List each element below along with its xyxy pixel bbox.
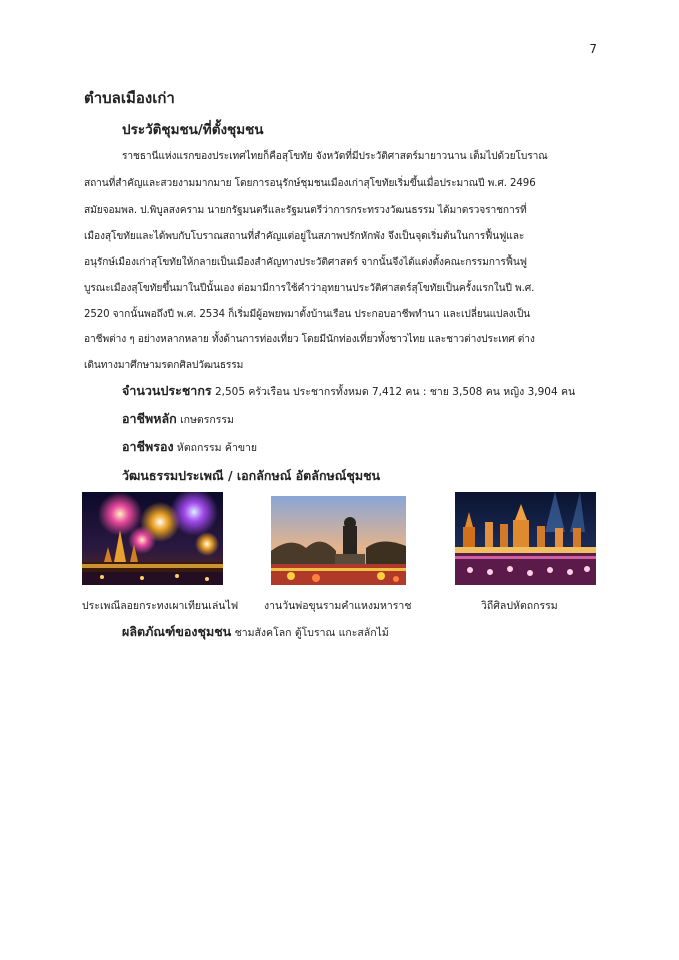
products-row [122,622,389,642]
caption-craft: วิถีศิลปหัตถกรรม [481,600,558,612]
history-line: สมัยจอมพล. ป.พิบูลสงคราม นายกรัฐมนตรีและรัฐมนตรีว่าการกระทรวงวัฒนธรรม ได้มาตรวจราชการที่ [84,205,527,216]
products-label: ผลิตภัณฑ์ของชุมชน [122,624,232,639]
history-title: ประวัติชุมชน/ที่ตั้งชุมชน [122,122,264,138]
main-occupation-row [122,409,234,429]
history-line: บูรณะเมืองสุโขทัยขึ้นมาในปีนั้นเอง ต่อมามีการใช้คำว่าอุทยานประวัติศาสตร์สุโขทัยเป็นครั้งแรกในปี พ.ศ. [84,283,535,294]
secondary-occupation-row [122,437,257,457]
secondary-occupation-label: อาชีพรอง [122,439,174,454]
history-line: อาชีพต่าง ๆ อย่างหลากหลาย ทั้งด้านการท่องเที่ยว โดยมีนักท่องเที่ยวทั้งชาวไทย และชาวต่างประเทศ ต่าง [84,334,535,345]
secondary-occupation-value: หัตถกรรม ค้าขาย [176,442,258,454]
caption-king-ramkhamhaeng: งานวันพ่อขุนรามคำแหงมหาราช [264,600,412,612]
craft-show-photo [455,492,596,585]
population-value: 2,505 ครัวเรือน ประชากรทั้งหมด 7,412 คน : ชาย 3,508 คน หญิง 3,904 คน [214,386,576,398]
history-line: อนุรักษ์เมืองเก่าสุโขทัยให้กลายเป็นเมืองสำคัญทางประวัติศาสตร์ จากนั้นจึงได้แต่งตั้งคณะกรรมการฟื้นฟู [84,257,527,268]
page-heading: ตำบลเมืองเก่า [84,89,175,107]
king-ramkhamhaeng-photo [271,496,406,585]
loy-krathong-photo [82,492,223,585]
main-occupation-label: อาชีพหลัก [122,411,177,426]
population-row [122,381,575,401]
history-line: สถานที่สำคัญและสวยงามมากมาย โดยการอนุรักษ์ชุมชนเมืองเก่าสุโขทัยเริ่มขึ้นเมื่อประมาณปี พ.ศ. 2496 [84,178,536,189]
culture-title: วัฒนธรรมประเพณี / เอกลักษณ์ อัตลักษณ์ชุมชน [122,468,381,483]
products-value: ชามสังคโลก ตู้โบราณ แกะสลักไม้ [234,627,389,639]
history-line: 2520 จากนั้นพอถึงปี พ.ศ. 2534 ก็เริ่มมีผู้อพยพมาตั้งบ้านเรือน ประกอบอาชีพทำนา และเปลี่ยนแปลงเป็น [84,309,531,320]
caption-loy-krathong: ประเพณีลอยกระทงเผาเทียนเล่นไฟ [82,600,239,612]
main-occupation-value: เกษตรกรรม [180,414,234,426]
history-line: เดินทางมาศึกษามรดกศิลปวัฒนธรรม [84,360,244,371]
history-line: เมืองสุโขทัยและได้พบกับโบราณสถานที่สำคัญแต่อยู่ในสภาพปรักหักพัง จึงเป็นจุดเริ่มต้นในการฟื้นฟูและ [84,231,525,242]
population-label: จำนวนประชากร [122,383,212,398]
history-line: ราชธานีแห่งแรกของประเทศไทยก็คือสุโขทัย จังหวัดที่มีประวัติศาสตร์มายาวนาน เต็มไปด้วยโบราณ [122,151,548,162]
page-number: 7 [589,42,597,56]
